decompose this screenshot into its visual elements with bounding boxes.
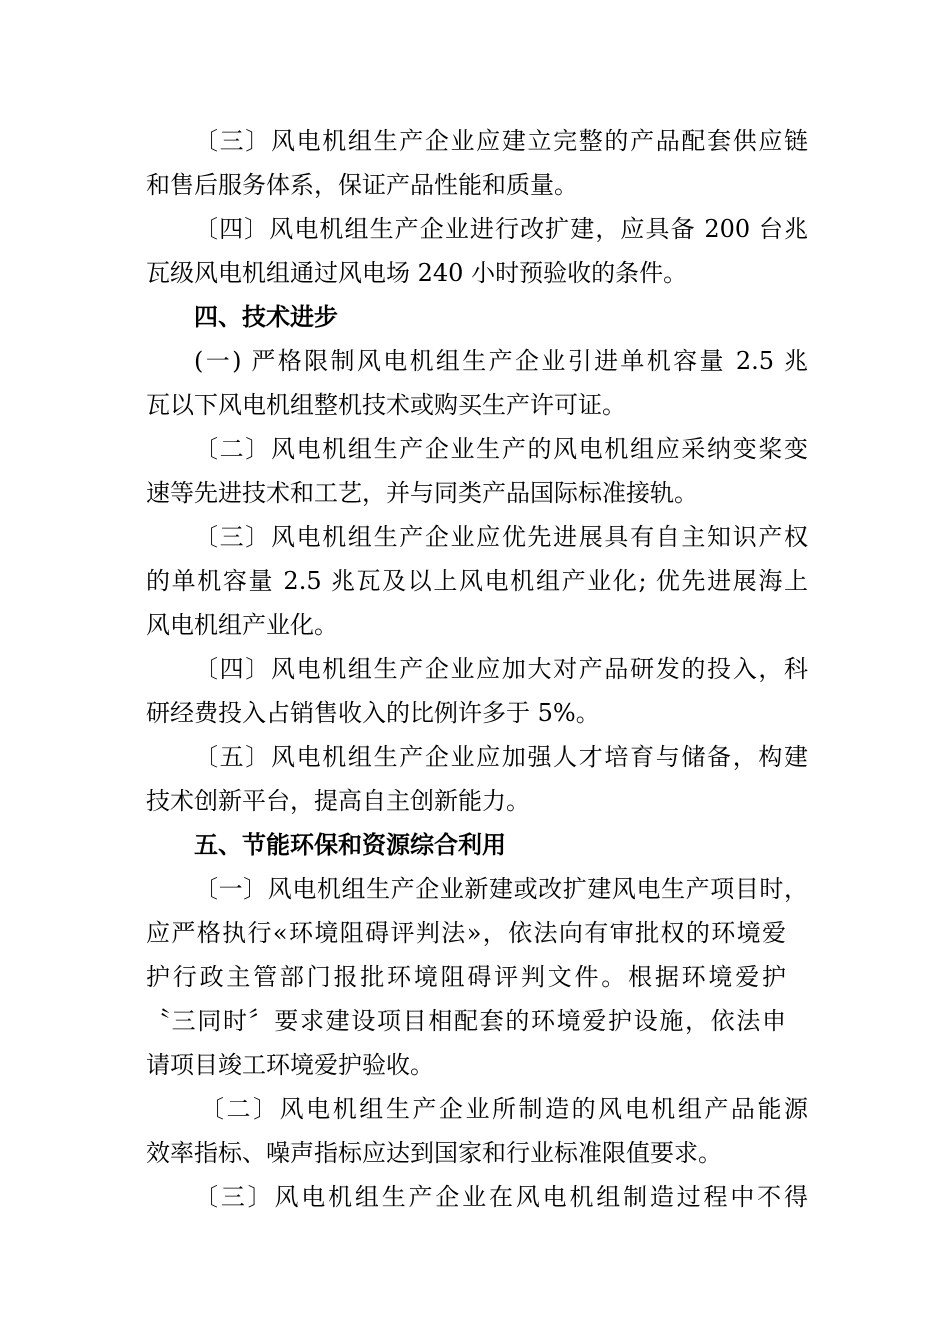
paragraph-line: 技术创新平台，提高自主创新能力。 [146, 787, 530, 815]
paragraph-line: 和售后服务体系，保证产品性能和质量。 [146, 171, 578, 199]
paragraph-line: 风电机组产业化。 [146, 611, 338, 639]
paragraph-line: 的单机容量 2.5 兆瓦及以上风电机组产业化; 优先进展海上 [146, 567, 808, 595]
section-heading: 五、节能环保和资源综合利用 [194, 831, 506, 859]
paragraph-line: 〔三〕风电机组生产企业应建立完整的产品配套供应链 [194, 127, 808, 155]
paragraph-line: (一) 严格限制风电机组生产企业引进单机容量 2.5 兆 [194, 347, 808, 375]
paragraph-line: 请项目竣工环境爱护验收。 [146, 1051, 434, 1079]
paragraph-line: 〔五〕风电机组生产企业应加强人才培育与储备，构建 [194, 743, 808, 771]
paragraph-line: 〔三〕风电机组生产企业应优先进展具有自主知识产权 [194, 523, 808, 551]
paragraph-line: 〝三同时〞要求建设项目相配套的环境爱护设施，依法申 [146, 1007, 786, 1035]
paragraph-line: 效率指标、噪声指标应达到国家和行业标准限值要求。 [146, 1139, 722, 1167]
paragraph-line: 护行政主管部门报批环境阻碍评判文件。根据环境爱护 [146, 963, 786, 991]
paragraph-line: 〔四〕风电机组生产企业应加大对产品研发的投入，科 [194, 655, 808, 683]
paragraph-line: 瓦以下风电机组整机技术或购买生产许可证。 [146, 391, 626, 419]
paragraph-line: 应严格执行«环境阻碍评判法»，依法向有审批权的环境爱 [146, 919, 786, 947]
paragraph-line: 〔二〕风电机组生产企业生产的风电机组应采纳变桨变 [194, 435, 808, 463]
paragraph-line: 〔一〕风电机组生产企业新建或改扩建风电生产项目时， [194, 875, 808, 903]
paragraph-line: 瓦级风电机组通过风电场 240 小时预验收的条件。 [146, 259, 688, 287]
paragraph-line: 速等先进技术和工艺，并与同类产品国际标准接轨。 [146, 479, 698, 507]
paragraph-line: 〔二〕风电机组生产企业所制造的风电机组产品能源 [200, 1095, 808, 1123]
paragraph-line: 〔三〕风电机组生产企业在风电机组制造过程中不得 [194, 1183, 808, 1211]
paragraph-line: 〔四〕风电机组生产企业进行改扩建，应具备 200 台兆 [194, 215, 808, 243]
section-heading: 四、技术进步 [194, 303, 338, 331]
paragraph-line: 研经费投入占销售收入的比例许多于 5%。 [146, 699, 600, 727]
